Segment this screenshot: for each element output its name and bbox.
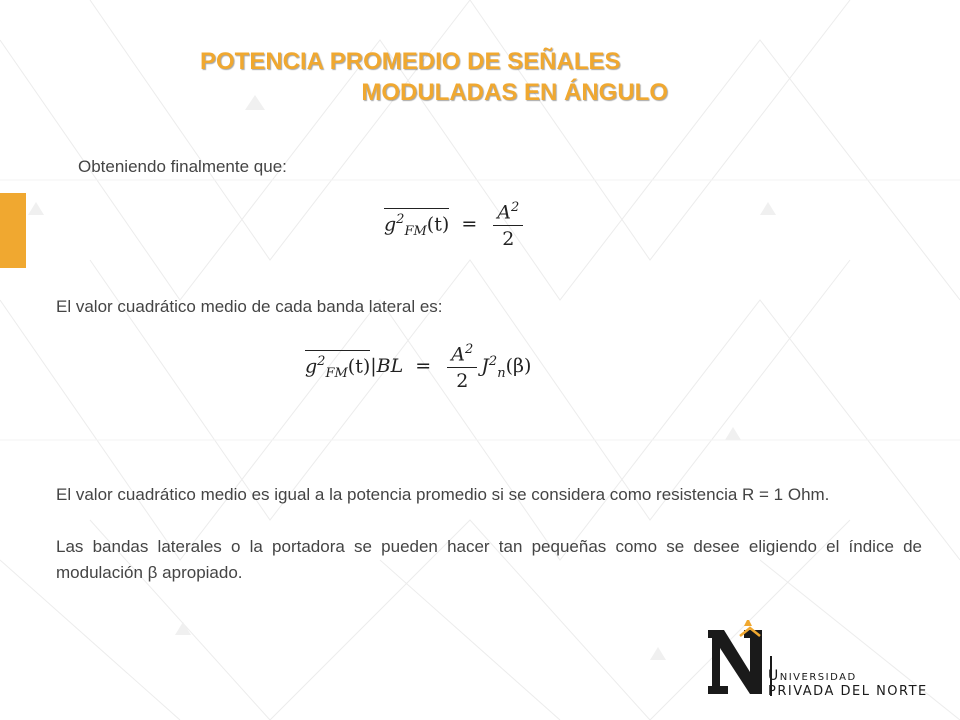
eq2-numerator <box>447 342 477 368</box>
eq2-denominator: 2 <box>456 370 469 393</box>
eq2-J: J <box>481 355 489 378</box>
eq1-A-exp: 2 <box>511 200 520 215</box>
eq1-lhs <box>384 208 449 239</box>
eq2-g-exp: 2 <box>317 353 326 369</box>
eq1-A: A <box>497 201 512 224</box>
eq2-J-sub: n <box>497 365 506 381</box>
title-line-1: POTENCIA PROMEDIO DE SEÑALES <box>200 48 621 75</box>
paragraph-resistance: El valor cuadrático medio es igual a la potencia promedio si se considera como resistencia R = 1 Ohm. <box>56 485 830 504</box>
accent-bar <box>0 193 26 268</box>
eq1-g: g <box>384 213 397 236</box>
eq2-g: g <box>305 355 318 378</box>
eq1-fraction <box>493 200 523 250</box>
university-line-1: Universidad <box>768 668 857 684</box>
eq2-g-sub: FM <box>325 365 348 381</box>
eq2-equals: = <box>415 355 432 378</box>
eq2-A: A <box>451 343 465 366</box>
title-line-2: MODULADAS EN ÁNGULO <box>361 79 668 106</box>
paragraph-sidebands: Las bandas laterales o la portadora se pueden hacer tan pequeñas como se desee eligiendo el índice de modulación β apropiado. <box>56 537 922 582</box>
university-name <box>768 668 928 700</box>
sideband-text: El valor cuadrático medio de cada banda lateral es: <box>56 297 443 316</box>
eq2-J-exp: 2 <box>488 353 498 369</box>
equation-average-power <box>384 200 527 250</box>
eq1-g-sub: FM <box>404 223 427 239</box>
equation-sideband-power <box>305 342 531 392</box>
eq1-g-exp: 2 <box>396 211 405 227</box>
eq2-arg: (t) <box>347 355 371 378</box>
eq2-lhs <box>305 350 370 381</box>
slide-title <box>190 46 670 108</box>
eq1-arg: (t) <box>426 213 450 236</box>
eq2-bar: |BL <box>370 355 404 378</box>
eq2-fraction <box>447 342 477 392</box>
eq2-A-exp: 2 <box>465 342 474 357</box>
eq1-equals: = <box>461 213 478 236</box>
eq2-J-arg: (β) <box>505 355 532 378</box>
eq1-denominator: 2 <box>502 228 515 251</box>
university-line-2: PRIVADA DEL NORTE <box>768 684 928 699</box>
intro-text: Obteniendo finalmente que: <box>78 157 287 176</box>
eq1-numerator <box>493 200 523 226</box>
